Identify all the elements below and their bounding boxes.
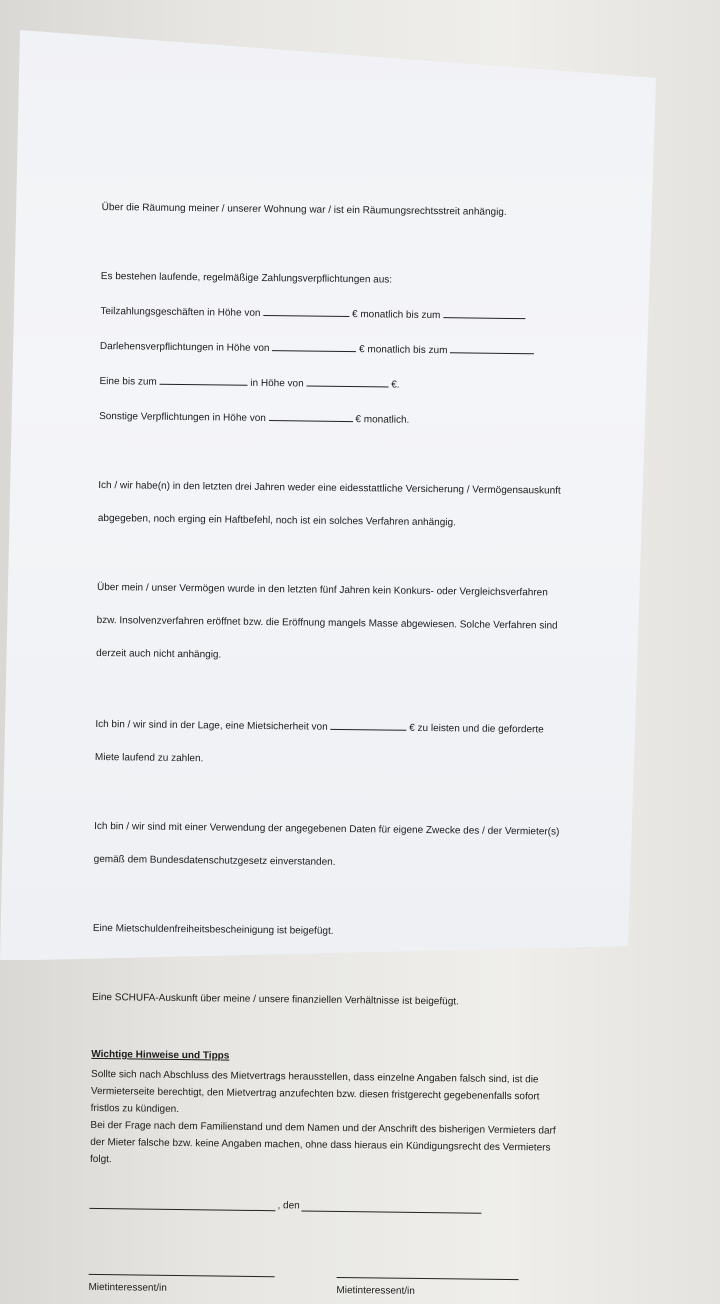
rent-debt-certificate-statement [93, 901, 574, 962]
loan-amount-field[interactable] [272, 341, 356, 352]
schufa-text: Eine SCHUFA-Auskunft über meine / unsere finanziellen Verhältnisse ist beigefügt. [91, 991, 459, 1008]
tips-body [90, 1066, 571, 1174]
deposit-suffix: € zu leisten und die geforderte [409, 722, 544, 736]
other-obligations-line [99, 409, 579, 428]
tips-line-3: fristlos zu kündigen. [90, 1102, 180, 1116]
place-field[interactable] [89, 1208, 275, 1211]
insolvency-line-3: derzeit auch nicht anhängig. [96, 647, 222, 661]
deposit-amount-field[interactable] [330, 720, 406, 731]
loan-line [100, 339, 580, 358]
loan-until-label: € monatlich bis zum [359, 344, 448, 357]
installment-until-label: € monatlich bis zum [351, 309, 441, 322]
obligations-intro: Es bestehen laufende, regelmäßige Zahlungsverpflichtungen aus: [100, 270, 393, 286]
installment-line [100, 304, 580, 323]
signature-area [88, 1198, 569, 1304]
deposit-line-1 [95, 717, 575, 736]
tips-line-1: Sollte sich nach Abschluss des Mietvertrags herausstellen, dass einzelne Angaben falsch sind, ist die [91, 1068, 539, 1086]
schufa-statement [92, 970, 573, 1031]
eviction-text: Über die Räumung meiner / unserer Wohnung war / ist ein Räumungsrechtsstreit anhängig. [101, 201, 507, 218]
until-date-field[interactable] [160, 375, 248, 386]
loan-until-field[interactable] [450, 343, 534, 354]
consent-line-2: gemäß dem Bundesdatenschutzgesetz einverstanden. [93, 853, 336, 868]
euro-suffix: €. [391, 379, 400, 391]
eviction-statement [101, 180, 582, 241]
installment-label: Teilzahlungsgeschäften in Höhe von [100, 305, 261, 319]
date-field[interactable] [301, 1211, 481, 1214]
installment-until-field[interactable] [443, 308, 525, 319]
affidavit-line-2: abgegeben, noch erging ein Haftbefehl, noch ist ein solches Verfahren anhängig. [97, 512, 456, 529]
payment-obligations [99, 249, 581, 450]
insolvency-line-1: Über mein / unser Vermögen wurde in den letzten fünf Jahren kein Konkurs- oder Vergleichsverfahren [96, 581, 548, 599]
tips-line-4: Bei der Frage nach dem Familienstand und dem Namen und der Anschrift des bisherigen Vermieters darf [90, 1119, 556, 1137]
tips-line-2: Vermieterseite berechtigt, den Mietvertrag anzufechten bzw. diesen fristgerecht gegebenenfalls sofort [90, 1085, 540, 1103]
signature-line-left[interactable] [89, 1274, 275, 1277]
signature-label-left: Mietinteressent/in [88, 1281, 167, 1294]
insolvency-line-2: bzw. Insolvenzverfahren eröffnet bzw. die Eröffnung mangels Masse abgewiesen. Solche Verfahren sind [96, 614, 558, 632]
place-date-separator: , den [277, 1200, 300, 1212]
signature-label-right: Mietinteressent/in [336, 1284, 415, 1297]
other-obligations-label: Sonstige Verpflichtungen in Höhe von [99, 410, 266, 425]
signature-line-right[interactable] [337, 1277, 519, 1280]
data-consent-statement [93, 799, 574, 893]
until-label: Eine bis zum [99, 375, 157, 388]
tips-line-6: folgt. [89, 1153, 112, 1166]
affidavit-line-1: Ich / wir habe(n) in den letzten drei Jahren weder eine eidesstattliche Versicherung / Vermögensauskunft [98, 479, 561, 497]
deposit-statement [95, 695, 576, 791]
other-until-line [99, 374, 579, 393]
monthly-suffix: € monatlich. [355, 414, 410, 426]
deposit-line-2: Miete laufend zu zahlen. [94, 751, 204, 765]
tips-heading: Wichtige Hinweise und Tipps [91, 1048, 230, 1062]
other-amount-field[interactable] [269, 411, 353, 422]
affidavit-statement [98, 458, 579, 552]
deposit-label: Ich bin / wir sind in der Lage, eine Mietsicherheit von [95, 718, 328, 733]
consent-line-1: Ich bin / wir sind mit einer Verwendung der angegebenen Daten für eigene Zwecke des / der Vermieter(s) [94, 820, 560, 838]
installment-amount-field[interactable] [263, 306, 349, 317]
insolvency-statement [96, 560, 577, 687]
amount-label: in Höhe von [250, 377, 304, 390]
loan-label: Darlehensverpflichtungen in Höhe von [99, 340, 270, 355]
tips-line-5: der Mieter falsche bzw. keine Angaben machen, ohne dass hieraus ein Kündigungsrecht des Vermieters [90, 1136, 551, 1154]
certificate-text: Eine Mietschuldenfreiheitsbescheinigung ist beigefügt. [92, 922, 334, 937]
document-content [88, 180, 582, 1304]
until-amount-field[interactable] [306, 377, 388, 388]
